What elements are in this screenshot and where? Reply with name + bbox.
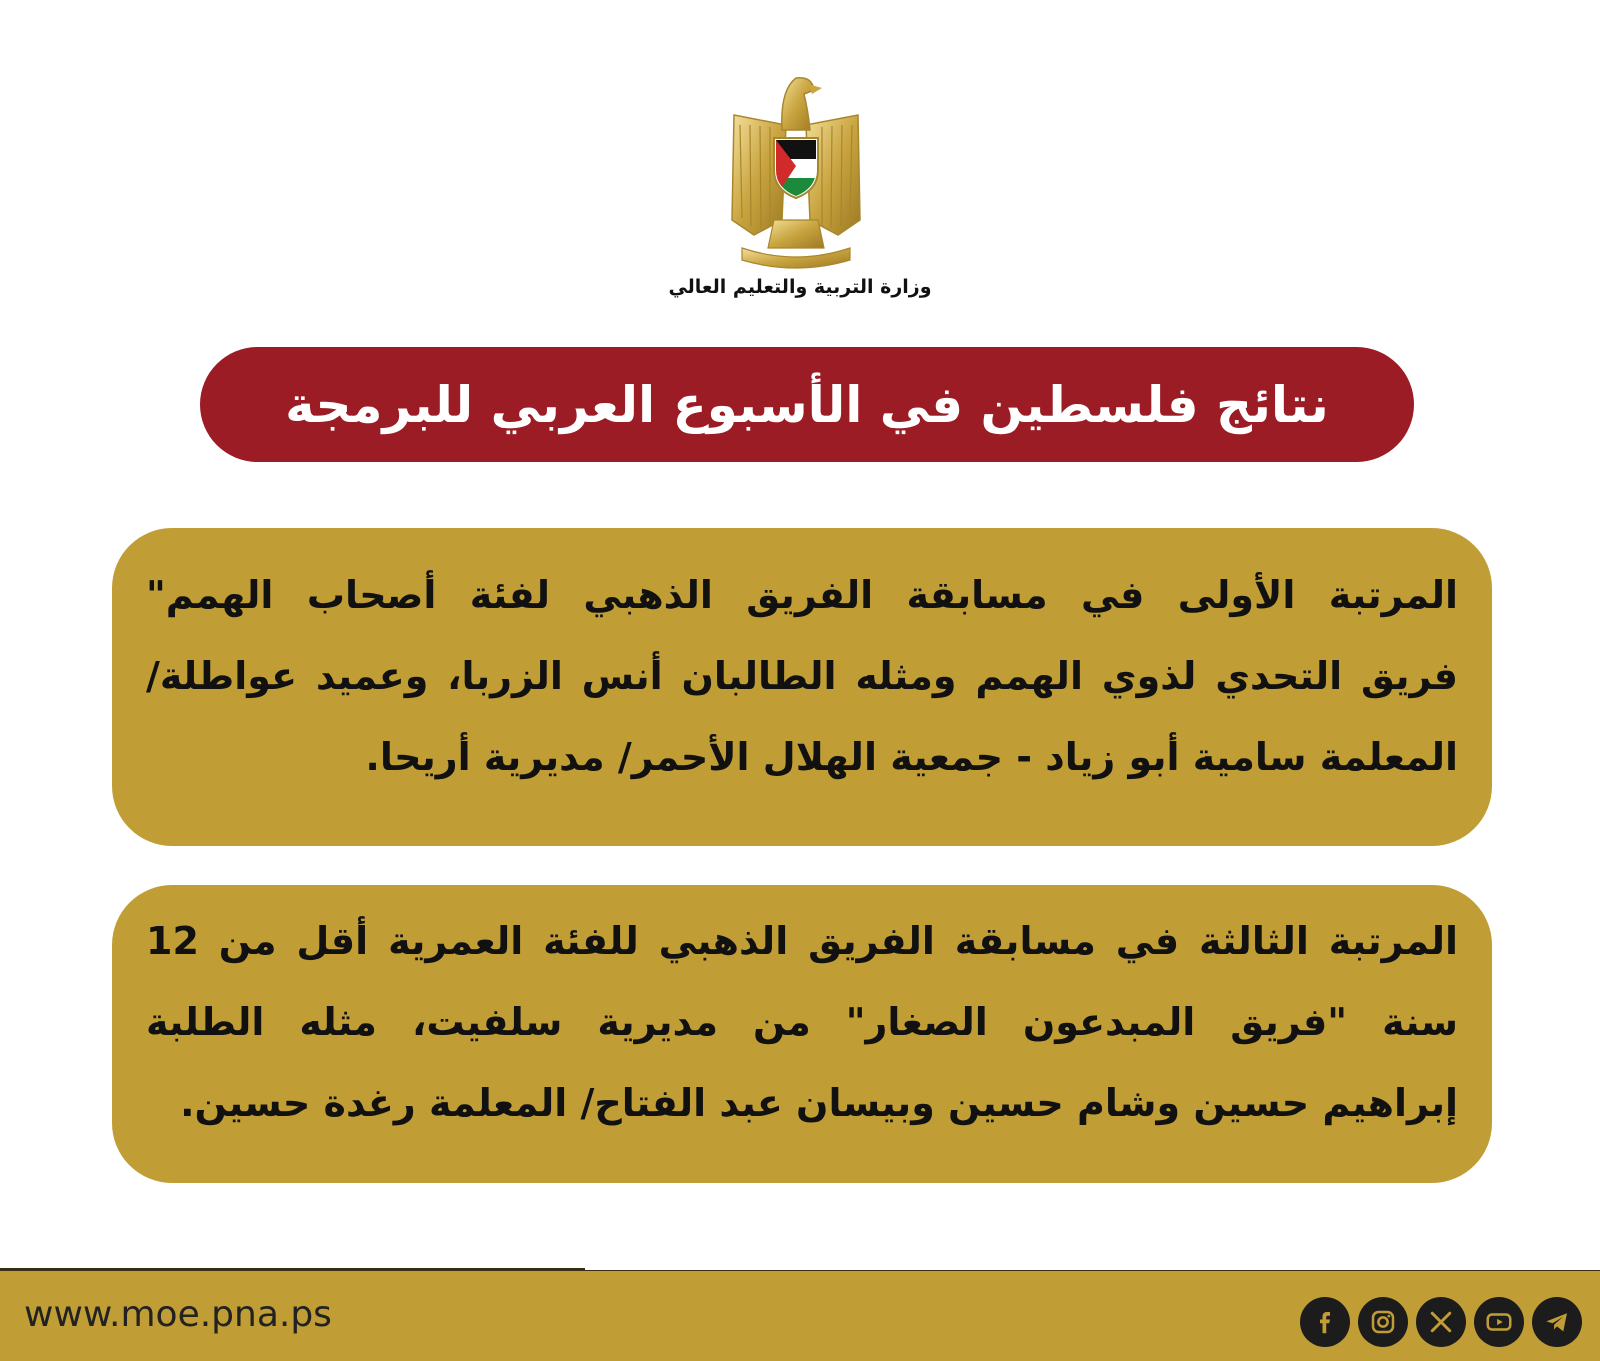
title-banner bbox=[200, 347, 1414, 462]
card-line: فريق التحدي لذوي الهمم ومثله الطالبان أنس الزربا، وعميد عواطلة/ bbox=[146, 654, 1458, 698]
footer-divider-highlight bbox=[585, 1268, 1600, 1270]
page-title: نتائج فلسطين في الأسبوع العربي للبرمجة bbox=[285, 375, 1329, 434]
ministry-name: وزارة التربية والتعليم العالي bbox=[668, 276, 932, 298]
website-link[interactable]: www.moe.pna.ps bbox=[24, 1294, 332, 1335]
social-links bbox=[1300, 1297, 1582, 1347]
x-icon[interactable] bbox=[1416, 1297, 1466, 1347]
card-line: المعلمة سامية أبو زياد - جمعية الهلال الأحمر/ مديرية أريحا. bbox=[365, 735, 1458, 779]
palestine-eagle-emblem bbox=[724, 70, 868, 270]
instagram-icon[interactable] bbox=[1358, 1297, 1408, 1347]
facebook-icon[interactable] bbox=[1300, 1297, 1350, 1347]
card-line: المرتبة الثالثة في مسابقة الفريق الذهبي للفئة العمرية أقل من 12 bbox=[146, 919, 1458, 963]
card-line: إبراهيم حسين وشام حسين وبيسان عبد الفتاح/ المعلمة رغدة حسين. bbox=[180, 1081, 1458, 1125]
youtube-icon[interactable] bbox=[1474, 1297, 1524, 1347]
telegram-icon[interactable] bbox=[1532, 1297, 1582, 1347]
result-card-first-place bbox=[112, 528, 1492, 846]
card-line: المرتبة الأولى في مسابقة الفريق الذهبي لفئة أصحاب الهمم" bbox=[146, 573, 1458, 617]
card-line: سنة "فريق المبدعون الصغار" من مديرية سلفيت، مثله الطلبة bbox=[146, 1000, 1458, 1044]
result-card-third-place bbox=[112, 885, 1492, 1183]
